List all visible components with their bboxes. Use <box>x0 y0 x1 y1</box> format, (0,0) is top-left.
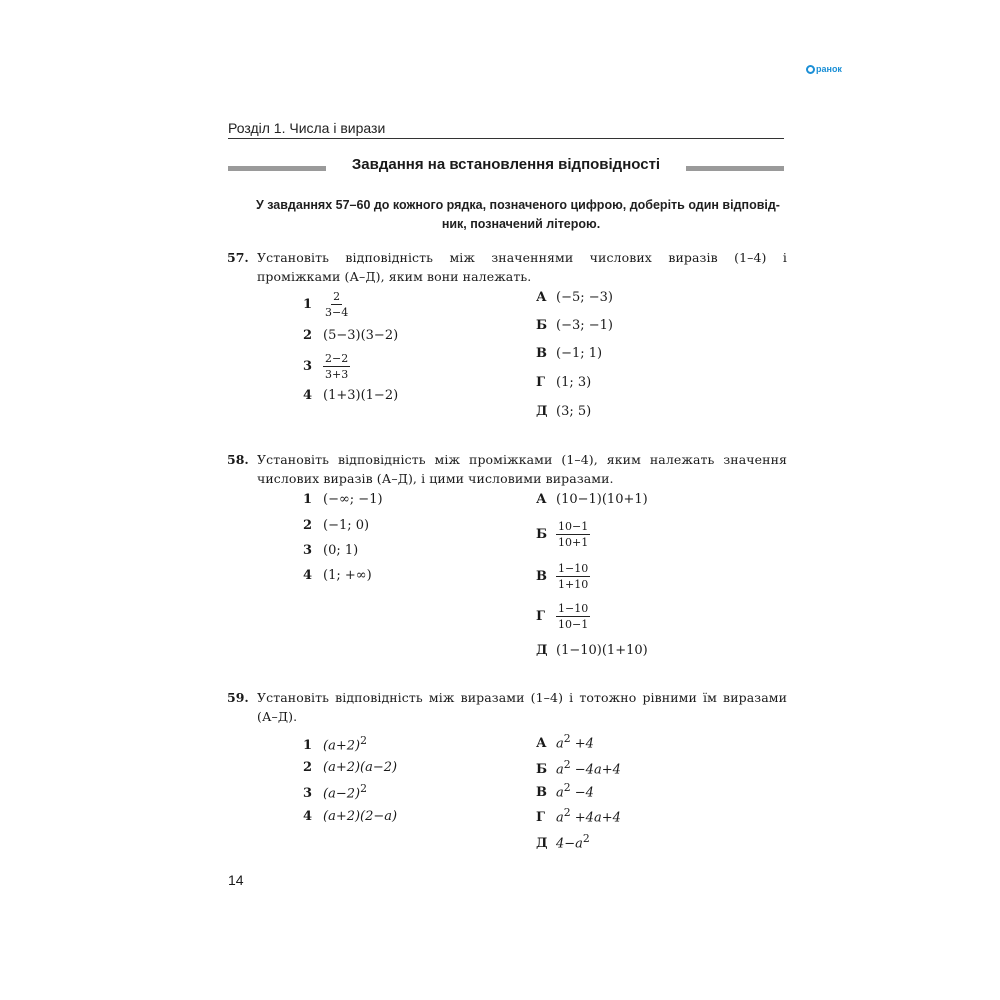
header-rule <box>228 138 784 139</box>
option-expression: (−1; 0) <box>323 518 370 533</box>
running-head: Розділ 1. Числа і вирази <box>228 120 386 136</box>
task-58-option-1 <box>303 492 383 507</box>
option-label: 1 <box>303 297 313 312</box>
task-number: 58. <box>227 452 249 467</box>
task-58-answer-e <box>536 643 648 658</box>
task-number: 57. <box>227 250 249 265</box>
option-label: 2 <box>303 760 313 775</box>
fraction <box>323 290 350 319</box>
task-58-option-3 <box>303 543 358 558</box>
task-59-answer-b <box>536 758 621 777</box>
option-expression: (a+2)(a−2) <box>323 760 398 775</box>
fraction <box>556 562 590 591</box>
answer-rest: +4 <box>570 736 594 752</box>
task-text: Установіть відповідність між проміжками (1–4), яким належать значення числових виразів (А–Д), і цими числовими виразами. <box>257 452 787 486</box>
task-number: 59. <box>227 690 249 705</box>
option-expression: (1+3)(1−2) <box>323 388 399 403</box>
option-label: 2 <box>303 518 313 533</box>
answer-label: В <box>536 569 547 584</box>
answer-label: Г <box>536 375 545 390</box>
answer-expression: (−5; −3) <box>556 290 613 305</box>
option-label: 3 <box>303 786 313 802</box>
publisher-logo-icon <box>806 65 815 74</box>
publisher-logo <box>806 64 842 74</box>
answer-label: А <box>536 290 547 305</box>
task-57-option-3 <box>303 352 350 381</box>
task-59-option-4 <box>303 809 397 824</box>
denominator: 1+10 <box>558 578 589 591</box>
answer-label: А <box>536 492 547 507</box>
fraction <box>556 520 590 549</box>
option-label: 2 <box>303 328 313 343</box>
option-label: 3 <box>303 359 313 374</box>
section-header <box>228 156 784 180</box>
fraction <box>323 352 350 381</box>
numerator: 1−10 <box>558 562 589 575</box>
numerator: 2 <box>333 290 341 303</box>
answer-base: a <box>556 736 564 752</box>
answer-label: Б <box>536 527 548 542</box>
answer-label: В <box>536 785 547 801</box>
section-bar-left <box>228 166 326 171</box>
task-58 <box>227 450 787 488</box>
task-57-answer-d <box>536 375 591 390</box>
answer-exponent: 2 <box>563 758 571 771</box>
task-57-option-4 <box>303 388 398 403</box>
section-bar-right <box>686 166 784 171</box>
publisher-logo-text: ранок <box>816 64 842 74</box>
section-title: Завдання на встановлення відповідності <box>351 156 661 173</box>
task-57-answer-c <box>536 346 602 361</box>
denominator: 3+3 <box>325 368 349 381</box>
answer-label: Д <box>536 404 548 419</box>
instruction-line-2: ник, позначений літерою. <box>441 217 601 231</box>
option-label: 1 <box>303 492 313 507</box>
answer-expression: (3; 5) <box>556 404 592 419</box>
answer-label: Д <box>536 836 548 852</box>
answer-label: Б <box>536 762 548 778</box>
answer-rest: +4a+4 <box>570 810 621 826</box>
answer-rest: −4 <box>570 785 594 801</box>
task-57-option-2 <box>303 328 398 343</box>
answer-label: В <box>536 346 547 361</box>
task-57 <box>227 248 787 286</box>
answer-label: Г <box>536 810 545 826</box>
option-expression: (5−3)(3−2) <box>323 328 399 343</box>
task-59-option-2 <box>303 760 397 775</box>
option-expression: (−∞; −1) <box>323 492 383 507</box>
answer-label: Г <box>536 609 545 624</box>
option-exponent: 2 <box>360 734 367 747</box>
option-label: 1 <box>303 738 313 754</box>
answer-exponent: 2 <box>563 806 571 819</box>
task-59-answer-d <box>536 806 621 825</box>
answer-base: 4−a <box>556 836 583 852</box>
answer-exponent: 2 <box>563 781 571 794</box>
task-59-answer-a <box>536 732 594 751</box>
task-59-option-1 <box>303 734 367 753</box>
answer-base: a <box>556 810 564 826</box>
option-expression: (0; 1) <box>323 543 359 558</box>
task-58-answer-b <box>536 520 590 549</box>
answer-rest: −4a+4 <box>570 762 621 778</box>
answer-base: a <box>556 762 564 778</box>
task-58-answer-a <box>536 492 648 507</box>
answer-base: a <box>556 785 564 801</box>
option-base: (a+2) <box>323 738 361 754</box>
option-label: 3 <box>303 543 313 558</box>
answer-expression: (−1; 1) <box>556 346 603 361</box>
answer-expression: (1; 3) <box>556 375 592 390</box>
option-label: 4 <box>303 568 313 583</box>
task-text: Установіть відповідність між виразами (1–4) і тотожно рівними їм виразами (А–Д). <box>257 690 787 724</box>
instruction <box>256 196 786 234</box>
option-exponent: 2 <box>360 782 367 795</box>
answer-label: А <box>536 736 547 752</box>
task-58-option-2 <box>303 518 369 533</box>
task-58-option-4 <box>303 568 372 583</box>
task-57-answer-b <box>536 318 613 333</box>
task-57-answer-a <box>536 290 613 305</box>
option-label: 4 <box>303 388 313 403</box>
answer-expression: (1−10)(1+10) <box>556 643 648 658</box>
task-text: Установіть відповідність між значеннями числових виразів (1–4) і проміжками (А–Д), яким вони належать. <box>257 250 787 284</box>
option-expression: (1; +∞) <box>323 568 372 583</box>
option-base: (a−2) <box>323 786 361 802</box>
denominator: 3−4 <box>325 306 349 319</box>
denominator: 10+1 <box>558 536 589 549</box>
answer-exponent: 2 <box>582 832 590 845</box>
option-label: 4 <box>303 809 313 824</box>
denominator: 10−1 <box>558 618 589 631</box>
answer-exponent: 2 <box>563 732 571 745</box>
numerator: 2−2 <box>325 352 349 365</box>
task-59-answer-c <box>536 781 594 800</box>
numerator: 1−10 <box>558 602 589 615</box>
answer-expression: (−3; −1) <box>556 318 613 333</box>
task-58-answer-d <box>536 602 590 631</box>
task-59-option-3 <box>303 782 367 801</box>
instruction-line-1: У завданнях 57–60 до кожного рядка, позначеного цифрою, доберіть один відповід- <box>256 198 780 212</box>
option-expression: (a+2)(2−a) <box>323 809 398 824</box>
answer-label: Б <box>536 318 548 333</box>
task-58-answer-c <box>536 562 590 591</box>
task-57-option-1 <box>303 290 350 319</box>
task-59 <box>227 688 787 726</box>
fraction <box>556 602 590 631</box>
task-57-answer-e <box>536 404 591 419</box>
page-number: 14 <box>228 872 244 888</box>
answer-label: Д <box>536 643 548 658</box>
numerator: 10−1 <box>558 520 589 533</box>
answer-expression: (10−1)(10+1) <box>556 492 648 507</box>
task-59-answer-e <box>536 832 590 851</box>
